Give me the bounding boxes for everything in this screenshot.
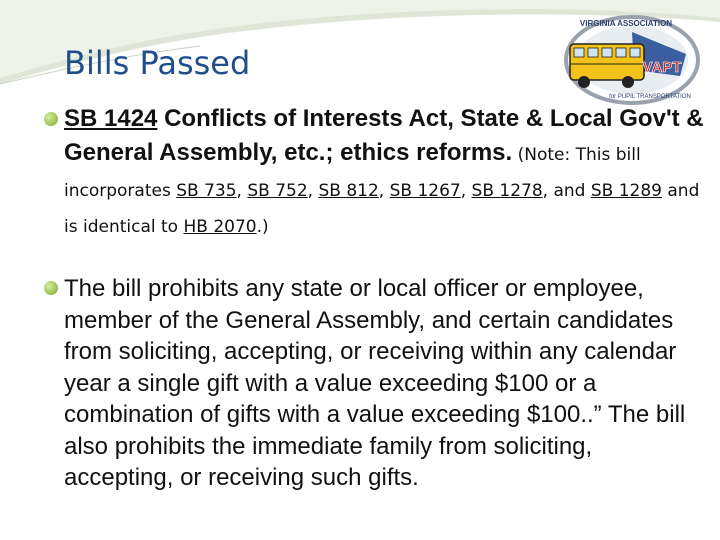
bill-link-sb735[interactable]: SB 735 bbox=[176, 181, 237, 201]
page-title: Bills Passed bbox=[64, 44, 251, 82]
bill-note: (Note: This bill incorporates SB 735, SB 752, SB 812, SB 1267, SB 1278, and SB 1289 and is identical to HB 2070.) bbox=[64, 145, 700, 237]
svg-text:VIRGINIA ASSOCIATION: VIRGINIA ASSOCIATION bbox=[579, 19, 673, 28]
bill-link-sb1424[interactable]: SB 1424 bbox=[64, 105, 158, 132]
bill-link-hb2070[interactable]: HB 2070 bbox=[183, 217, 257, 237]
bullet-2-text: The bill prohibits any state or local officer or employee, member of the General Assembly, and certain candidates from soliciting, accepting, or receiving within any calendar year a single gift with a value exceeding $100 or a combination of gifts with a value exceeding $100..” The bill also prohibits the immediate family from soliciting, accepting, or receiving such gifts. bbox=[64, 275, 686, 491]
bill-link-sb1278[interactable]: SB 1278 bbox=[471, 181, 543, 201]
bill-link-sb752[interactable]: SB 752 bbox=[247, 181, 308, 201]
svg-text:for PUPIL TRANSPORTATION: for PUPIL TRANSPORTATION bbox=[609, 94, 691, 100]
bill-link-sb1289[interactable]: SB 1289 bbox=[590, 181, 662, 201]
bullet-1 bbox=[44, 112, 58, 126]
bullet-1-text bbox=[64, 102, 704, 244]
bullet-2 bbox=[44, 281, 58, 295]
vapt-logo bbox=[562, 14, 702, 106]
svg-text:VAPT: VAPT bbox=[642, 59, 682, 76]
bill-link-sb812[interactable]: SB 812 bbox=[318, 181, 379, 201]
bill-description: Conflicts of Interests Act, State & Local Gov't & General Assembly, etc.; ethics reforms. bbox=[64, 105, 704, 166]
bill-link-sb1267[interactable]: SB 1267 bbox=[389, 181, 461, 201]
